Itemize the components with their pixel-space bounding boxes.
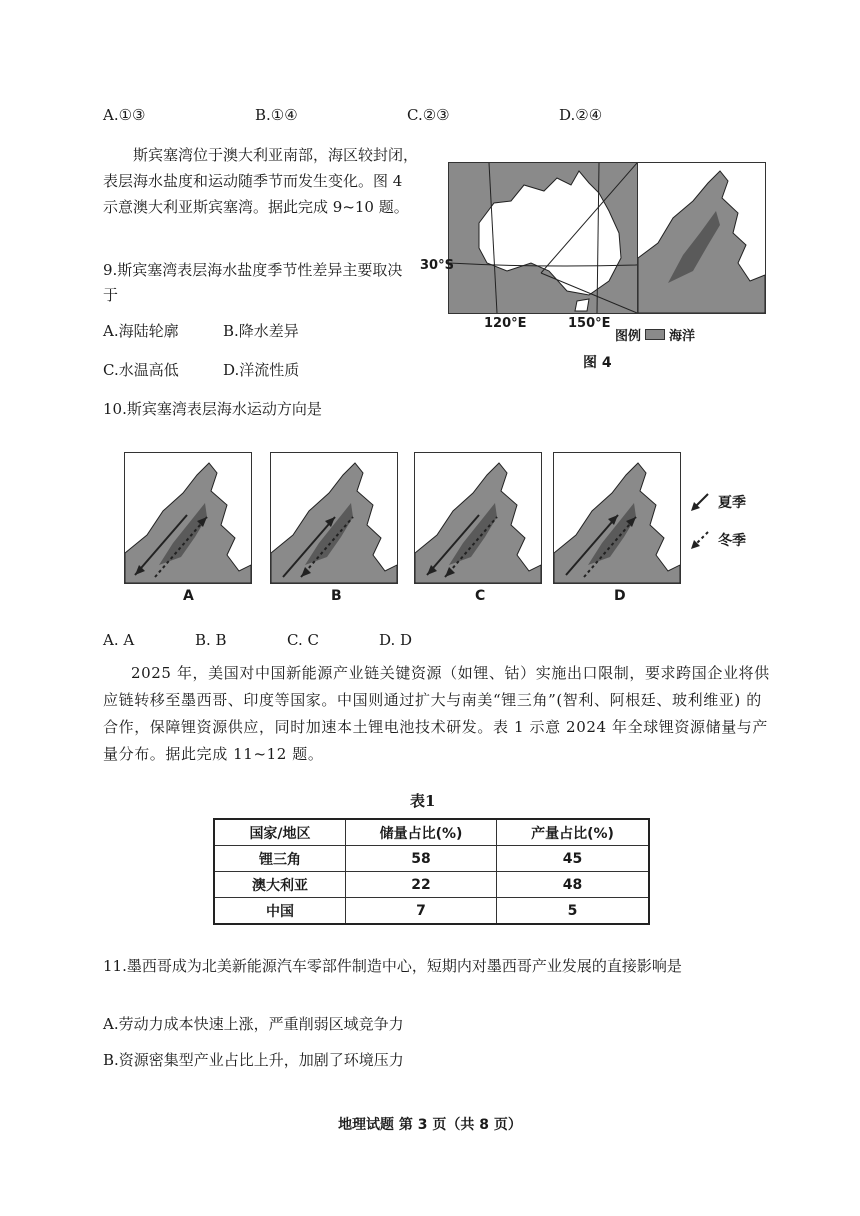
legend-ocean-label: 海洋 bbox=[669, 329, 696, 344]
panel-a-drawing bbox=[125, 453, 251, 583]
spencer-gulf-inset bbox=[637, 162, 766, 314]
panel-c-drawing bbox=[415, 453, 541, 583]
summer-legend-item bbox=[688, 490, 746, 514]
q10-option-c: C. C bbox=[287, 631, 319, 649]
q10-option-d: D. D bbox=[379, 631, 413, 649]
q10-options bbox=[103, 631, 471, 649]
table-header-row bbox=[214, 819, 649, 846]
table-cell: 22 bbox=[346, 872, 497, 898]
longitude-label-150: 150°E bbox=[568, 316, 611, 331]
table-cell: 48 bbox=[497, 872, 650, 898]
table-row bbox=[214, 898, 649, 925]
summer-label: 夏季 bbox=[718, 495, 746, 511]
q10-option-a: A. A bbox=[103, 631, 135, 649]
current-panel-d bbox=[553, 452, 681, 584]
q11-option-a: A.劳动力成本快速上涨，严重削弱区域竞争力 bbox=[103, 1015, 404, 1033]
q11-stem: 11.墨西哥成为北美新能源汽车零部件制造中心，短期内对墨西哥产业发展的直接影响是 bbox=[103, 957, 682, 975]
legend-prefix: 图例 bbox=[615, 329, 642, 344]
q8-option-d: D.②④ bbox=[559, 106, 603, 124]
q9-options-row2 bbox=[103, 359, 403, 380]
q8-options bbox=[103, 106, 723, 124]
panel-label-b: B bbox=[331, 588, 342, 604]
latitude-label: 30°S bbox=[420, 258, 454, 273]
table-cell: 45 bbox=[497, 846, 650, 872]
table-header-production: 产量占比(%) bbox=[497, 819, 650, 846]
lithium-intro: 2025 年，美国对中国新能源产业链关键资源（如锂、钴）实施出口限制，要求跨国企业将供应链转移至墨西哥、印度等国家。中国则通过扩大与南美“锂三角”(智利、阿根廷、玻利维亚) 的合作，保障锂资源供应，同时加速本土锂电池技术研发。表 1 示意 2024 年全球锂资源储量与产量分布。据此完成 11~12 题。 bbox=[103, 664, 770, 763]
season-legend bbox=[688, 490, 746, 552]
q10-option-b: B. B bbox=[195, 631, 227, 649]
current-panel-b bbox=[270, 452, 398, 584]
table-header-reserves: 储量占比(%) bbox=[346, 819, 497, 846]
table-cell: 5 bbox=[497, 898, 650, 925]
table-cell: 58 bbox=[346, 846, 497, 872]
spencer-gulf-inset-drawing bbox=[638, 163, 765, 313]
current-panel-a bbox=[124, 452, 252, 584]
panel-label-a: A bbox=[183, 588, 194, 604]
table-1-caption: 表1 bbox=[410, 792, 436, 810]
summer-arrow-icon bbox=[688, 490, 712, 514]
q9-option-a: A.海陆轮廓 bbox=[103, 322, 179, 340]
lithium-table bbox=[213, 818, 650, 925]
table-cell: 澳大利亚 bbox=[214, 872, 346, 898]
q8-option-a: A.①③ bbox=[103, 106, 146, 124]
page-footer: 地理试题 第 3 页（共 8 页） bbox=[338, 1117, 522, 1133]
q9-option-b: B.降水差异 bbox=[223, 322, 299, 340]
panel-label-c: C bbox=[475, 588, 486, 604]
table-cell: 中国 bbox=[214, 898, 346, 925]
table-cell: 7 bbox=[346, 898, 497, 925]
winter-legend-item bbox=[688, 528, 746, 552]
table-row bbox=[214, 872, 649, 898]
q10-stem: 10.斯宾塞湾表层海水运动方向是 bbox=[103, 400, 322, 418]
spencer-intro: 斯宾塞湾位于澳大利亚南部，海区较封闭，表层海水盐度和运动随季节而发生变化。图 4 示意澳大利亚斯宾塞湾。据此完成 9~10 题。 bbox=[103, 146, 419, 216]
figure-4-caption: 图 4 bbox=[583, 355, 612, 371]
longitude-label-120: 120°E bbox=[484, 316, 527, 331]
table-row bbox=[214, 846, 649, 872]
q8-option-b: B.①④ bbox=[255, 106, 298, 124]
q11-option-b: B.资源密集型产业占比上升，加剧了环境压力 bbox=[103, 1051, 404, 1069]
current-panel-c bbox=[414, 452, 542, 584]
panel-d-drawing bbox=[554, 453, 680, 583]
q9-option-d: D.洋流性质 bbox=[223, 361, 300, 379]
q9-options-row1 bbox=[103, 320, 403, 341]
ocean-swatch bbox=[645, 329, 665, 340]
q9-option-c: C.水温高低 bbox=[103, 361, 179, 379]
panel-b-drawing bbox=[271, 453, 397, 583]
winter-arrow-icon bbox=[688, 528, 712, 552]
panel-label-d: D bbox=[614, 588, 626, 604]
table-cell: 锂三角 bbox=[214, 846, 346, 872]
q9-stem: 9.斯宾塞湾表层海水盐度季节性差异主要取决于 bbox=[103, 261, 403, 304]
table-header-region: 国家/地区 bbox=[214, 819, 346, 846]
winter-label: 冬季 bbox=[718, 533, 746, 549]
q8-option-c: C.②③ bbox=[407, 106, 450, 124]
map-legend bbox=[615, 325, 695, 344]
